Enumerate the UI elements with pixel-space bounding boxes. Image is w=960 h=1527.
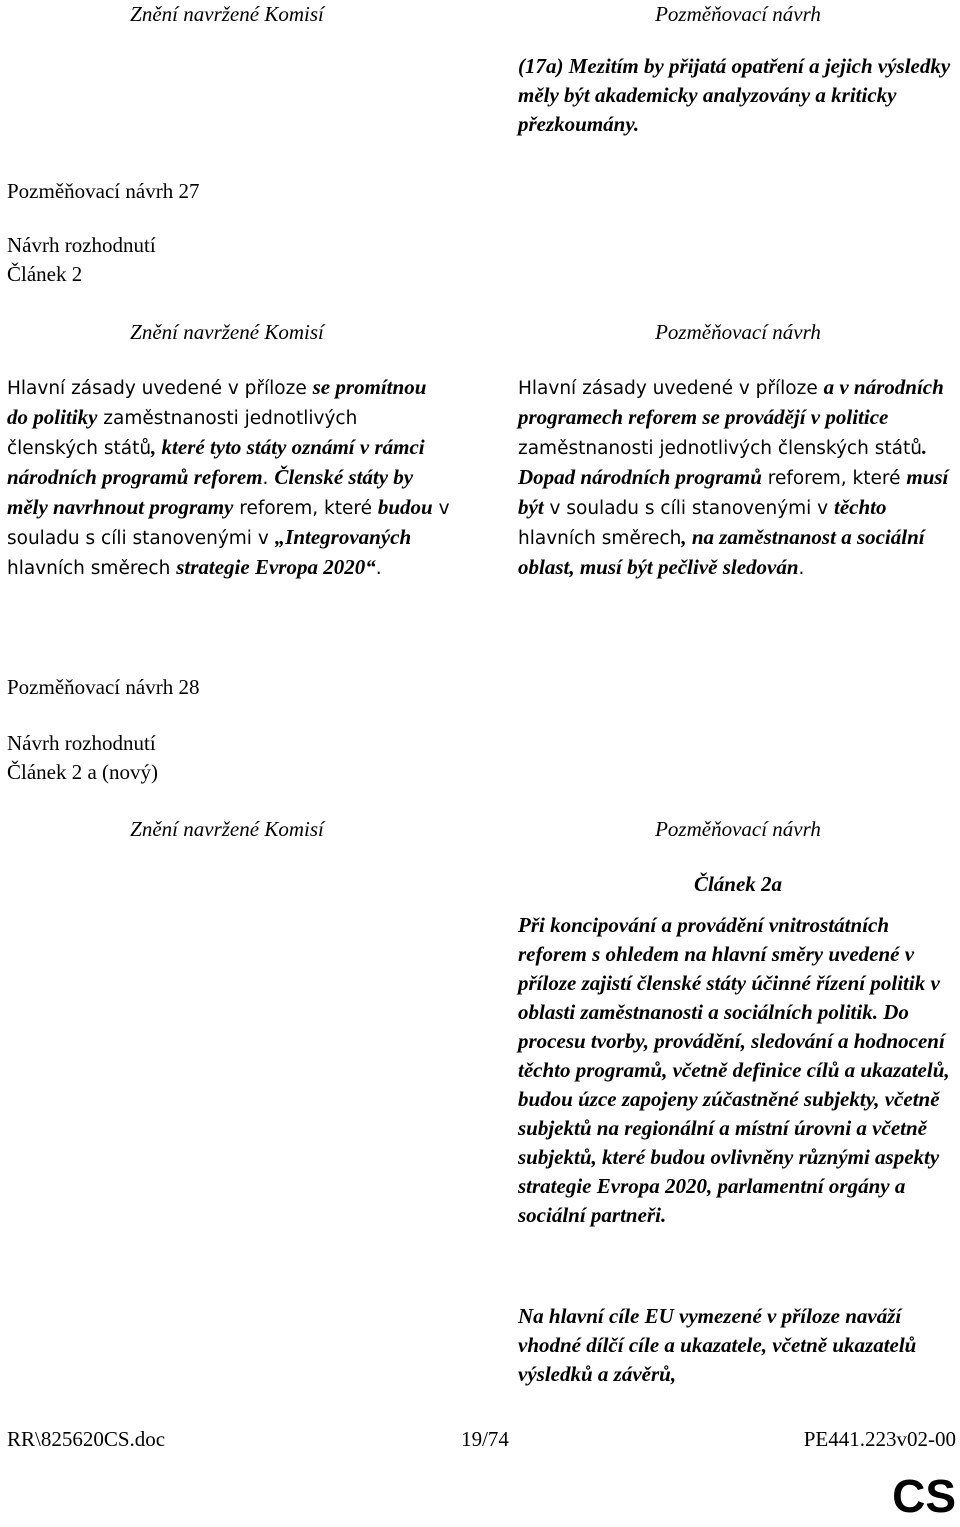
column-header-commission: Znění navržené Komisí [130,817,324,841]
document-filename: RR\825620CS.doc [7,1427,166,1451]
proposal-label: Návrh rozhodnutí [7,731,156,755]
column-header-commission: Znění navržené Komisí [130,320,324,344]
new-article-paragraph-2: Na hlavní cíle EU vymezené v příloze naváží vhodné dílčí cíle a ukazatele, včetně ukazatelů výsledků a závěrů, [518,1304,917,1386]
article-label: Článek 2 a (nový) [7,760,159,784]
column-header-amendment: Pozměňovací návrh [655,2,821,26]
amendment-number: Pozměňovací návrh 28 [7,675,200,699]
amendment-text: Hlavní zásady uvedené v příloze a v národních programech reforem se provádějí v politice zaměstnanosti jednotlivých členských států. Dopad národních programů reforem, které musí být v souladu s cíli stanovenými v těchto hlavních směrech, na zaměstnanost a sociální oblast, musí být pečlivě sledován. [518,375,949,579]
proposal-label: Návrh rozhodnutí [7,233,156,257]
column-header-amendment: Pozměňovací návrh [655,320,821,344]
page-number: 19/74 [461,1427,509,1451]
new-article-title: Článek 2a [693,872,783,896]
new-article-paragraph-1: Při koncipování a provádění vnitrostátních reforem s ohledem na hlavní směry uvedené v příloze zajistí členské státy účinné řízení politik v oblasti zaměstnanosti a sociálních politik. Do procesu tvorby, provádění, sledování a hodnocení těchto programů, včetně definice cílů a ukazatelů, budou úzce zapojeny zúčastněné subjekty, včetně subjektů na regionální a místní úrovni a včetně subjektů, které budou ovlivněny různými aspekty strategie Evropa 2020, parlamentní orgány a sociální partneři. [518,913,950,1227]
article-label: Článek 2 [7,262,83,286]
amendment-number: Pozměňovací návrh 27 [7,179,200,203]
amendment-17a-text: (17a) Mezitím by přijatá opatření a jejich výsledky měly být akademicky analyzovány a kriticky přezkoumány. [518,54,951,136]
column-header-amendment: Pozměňovací návrh [655,817,821,841]
column-header-commission: Znění navržené Komisí [130,2,324,26]
commission-text: Hlavní zásady uvedené v příloze se promítnou do politiky zaměstnanosti jednotlivých členských států, které tyto státy oznámí v rámci národních programů reforem. Členské státy by měly navrhnout programy reforem, které budou v souladu s cíli stanovenými v „Integrovaných hlavních směrech strategie Evropa 2020“. [7,375,450,579]
language-code: CS [892,1470,956,1522]
document-reference: PE441.223v02-00 [803,1427,956,1451]
